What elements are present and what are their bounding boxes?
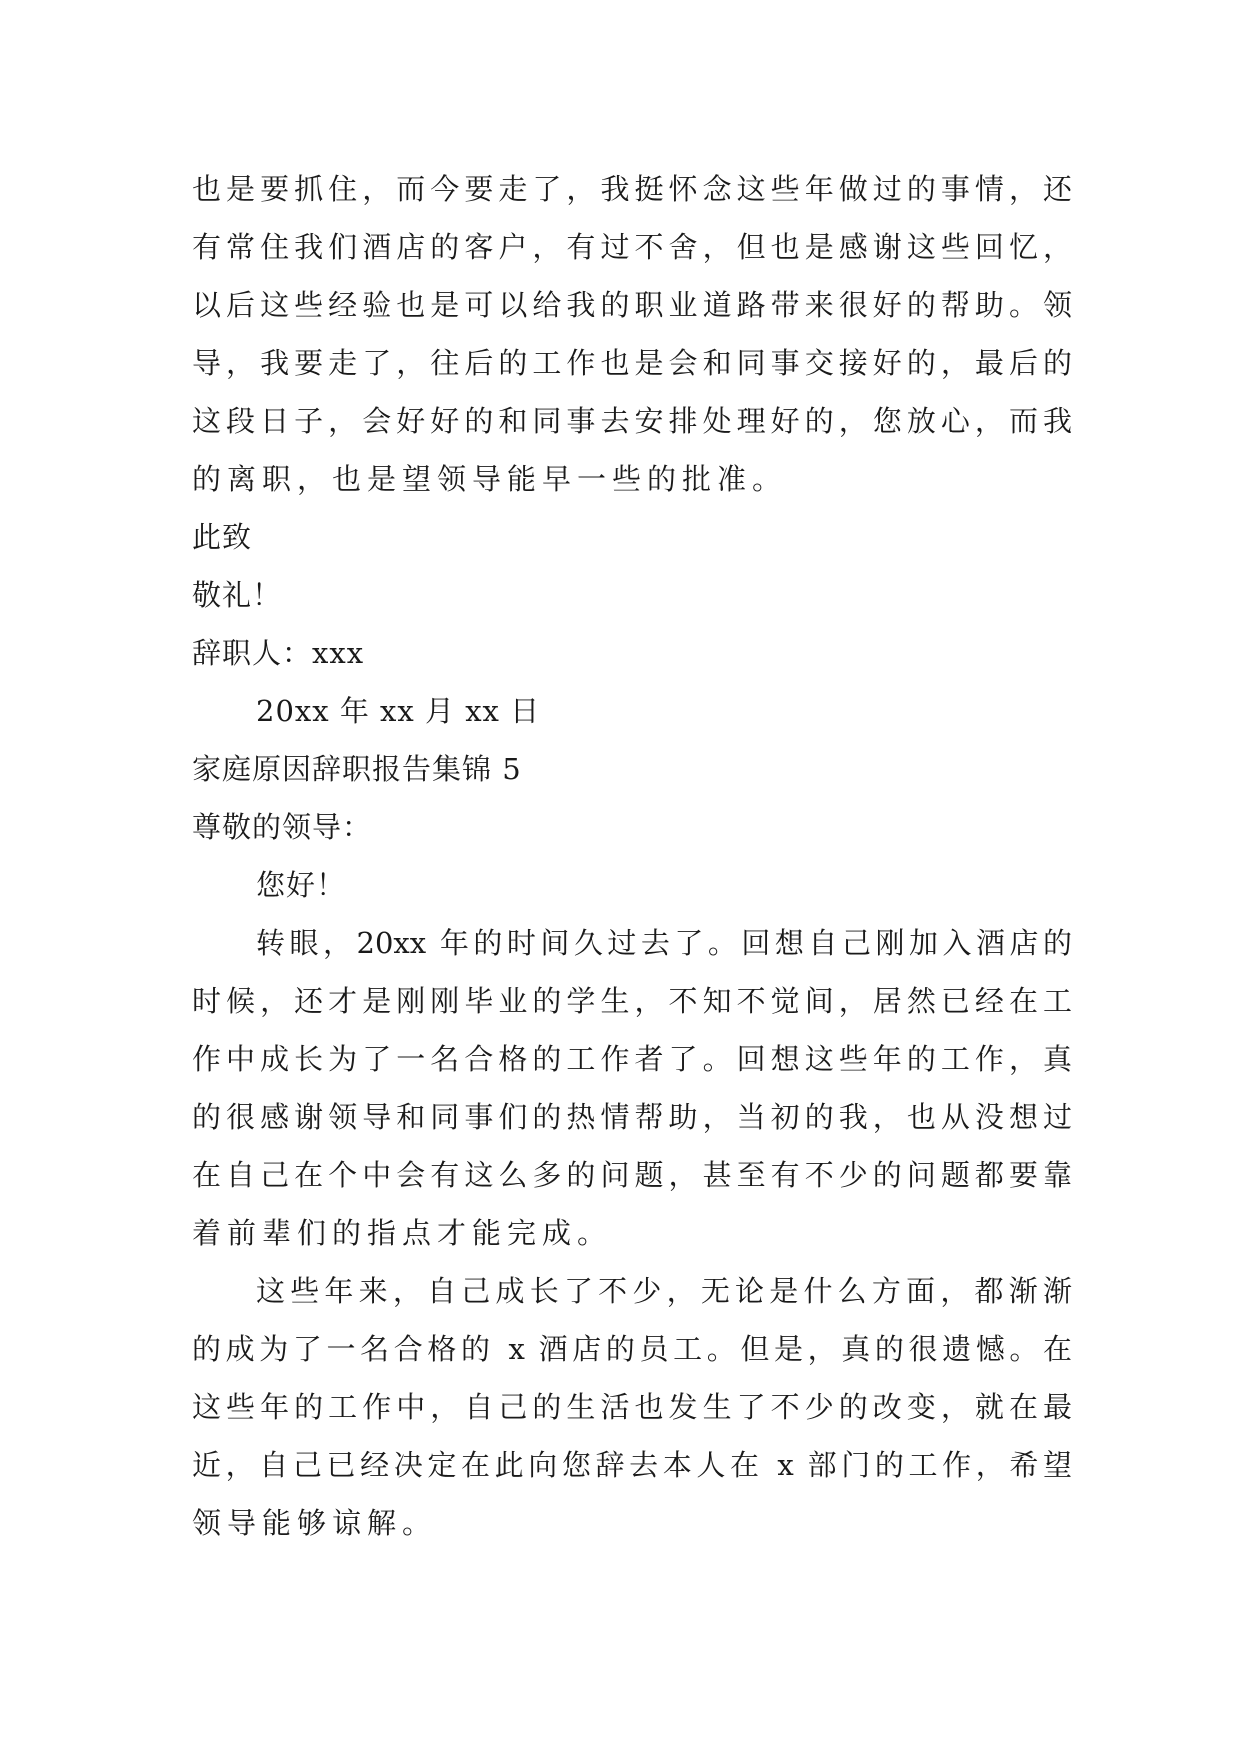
paragraph-line: 时候，还才是刚刚毕业的学生，不知不觉间，居然已经在工 [192, 984, 1072, 1018]
paragraph-line: 这些年来，自己成长了不少，无论是什么方面，都渐渐 [256, 1274, 1072, 1308]
paragraph-line: 的很感谢领导和同事们的热情帮助，当初的我，也从没想过 [192, 1100, 1072, 1134]
paragraph-line: 着前辈们的指点才能完成。 [192, 1216, 613, 1250]
section-title: 家庭原因辞职报告集锦 5 [192, 752, 522, 786]
greeting: 您好！ [256, 868, 347, 902]
paragraph-line: 这段日子，会好好的和同事去安排处理好的，您放心，而我 [192, 404, 1072, 438]
closing-line-1: 此致 [192, 520, 253, 554]
paragraph-line: 的离职，也是望领导能早一些的批准。 [192, 462, 788, 496]
paragraph-line: 领导能够谅解。 [192, 1506, 438, 1540]
paragraph-line: 以后这些经验也是可以给我的职业道路带来很好的帮助。领 [192, 288, 1072, 322]
paragraph-line: 这些年的工作中，自己的生活也发生了不少的改变，就在最 [192, 1390, 1072, 1424]
paragraph-line: 有常住我们酒店的客户，有过不舍，但也是感谢这些回忆， [192, 230, 1072, 264]
paragraph-line: 导，我要走了，往后的工作也是会和同事交接好的，最后的 [192, 346, 1072, 380]
paragraph-line: 在自己在个中会有这么多的问题，甚至有不少的问题都要靠 [192, 1158, 1072, 1192]
document-body [192, 160, 1072, 1552]
paragraph-line: 的成为了一名合格的 x 酒店的员工。但是，真的很遗憾。在 [192, 1332, 1072, 1366]
paragraph-line: 也是要抓住，而今要走了，我挺怀念这些年做过的事情，还 [192, 172, 1072, 206]
signature-line: 辞职人：xxx [192, 636, 365, 670]
paragraph-line: 近，自己已经决定在此向您辞去本人在 x 部门的工作，希望 [192, 1448, 1072, 1482]
paragraph-line: 作中成长为了一名合格的工作者了。回想这些年的工作，真 [192, 1042, 1072, 1076]
date-line: 20xx 年 xx 月 xx 日 [256, 694, 541, 728]
closing-line-2: 敬礼！ [192, 578, 283, 612]
salutation: 尊敬的领导： [192, 810, 373, 844]
paragraph-line: 转眼，20xx 年的时间久过去了。回想自己刚加入酒店的 [256, 926, 1072, 960]
